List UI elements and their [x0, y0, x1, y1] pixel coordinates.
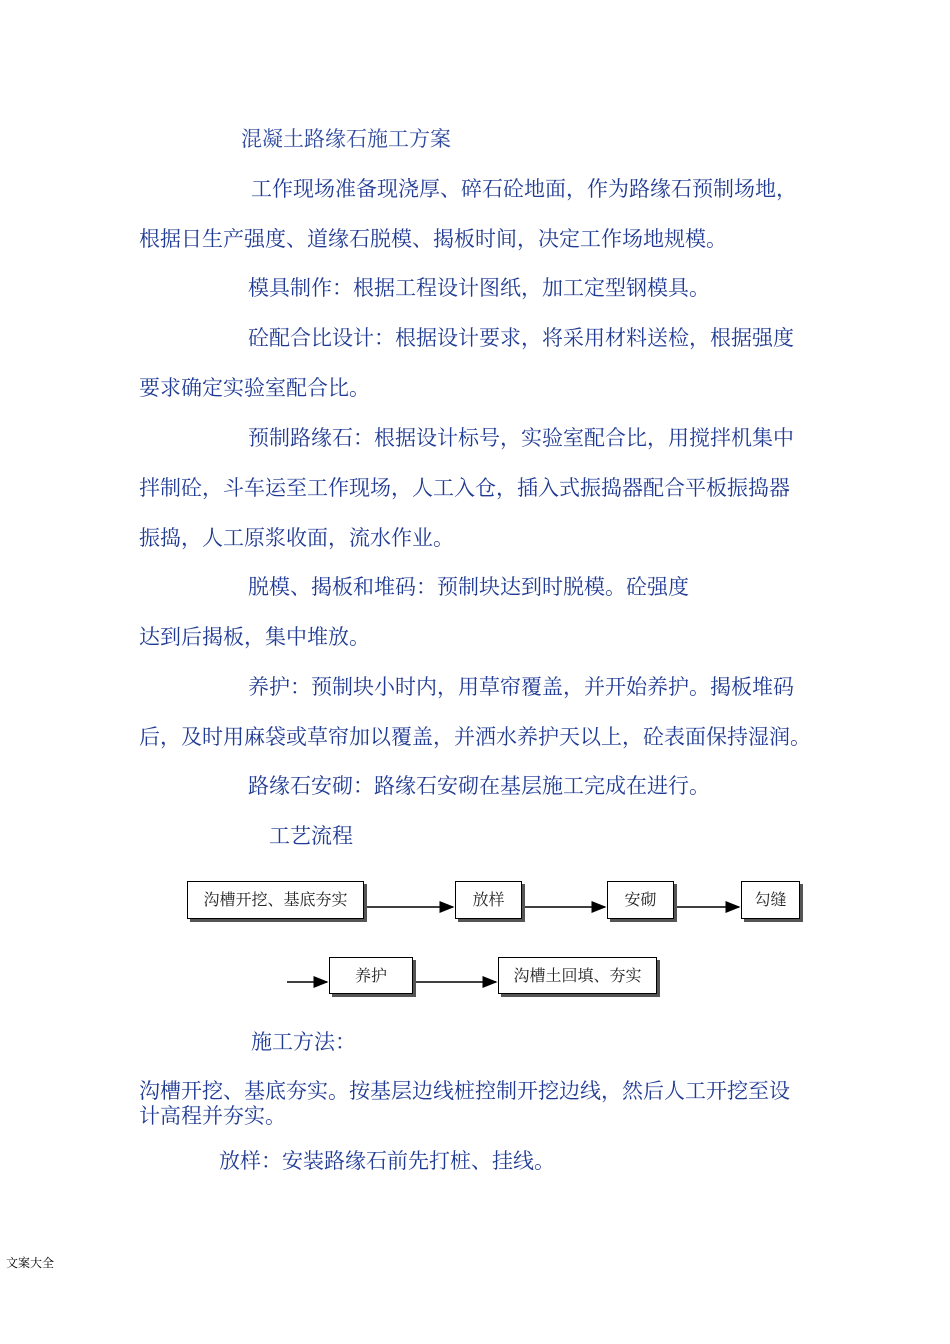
paragraph-curing-line1: 养护：预制块小时内，用草帘覆盖，并开始养护。揭板堆码 [248, 675, 794, 699]
paragraph-mix-line2: 要求确定实验室配合比。 [139, 376, 370, 400]
page-title: 混凝土路缘石施工方案 [241, 127, 451, 151]
flow-step-trench: 沟槽开挖、基底夯实 [187, 881, 364, 919]
flow-step-cure: 养护 [329, 957, 413, 994]
flow-step-joint: 勾缝 [741, 881, 800, 919]
paragraph-precast-line2: 拌制砼，斗车运至工作现场，人工入仓，插入式振捣器配合平板振捣器 [139, 476, 790, 500]
method-trench-line1: 沟槽开挖、基底夯实。按基层边线桩控制开挖边线，然后人工开挖至设 [139, 1079, 790, 1103]
flow-step-backfill: 沟槽土回填、夯实 [498, 957, 657, 994]
flow-heading: 工艺流程 [269, 824, 353, 848]
method-heading: 施工方法： [251, 1030, 356, 1054]
paragraph-site-prep-line1: 工作现场准备现浇厚、碎石砼地面，作为路缘石预制场地， [251, 177, 797, 201]
paragraph-install: 路缘石安砌：路缘石安砌在基层施工完成在进行。 [248, 774, 710, 798]
flow-step-layout: 放样 [455, 881, 522, 919]
paragraph-demold-line2: 达到后揭板，集中堆放。 [139, 625, 370, 649]
paragraph-mold: 模具制作：根据工程设计图纸，加工定型钢模具。 [248, 276, 710, 300]
paragraph-precast-line1: 预制路缘石：根据设计标号，实验室配合比，用搅拌机集中 [248, 426, 794, 450]
paragraph-mix-line1: 砼配合比设计：根据设计要求，将采用材料送检，根据强度 [248, 326, 794, 350]
paragraph-precast-line3: 振捣，人工原浆收面，流水作业。 [139, 526, 454, 550]
method-trench-line2: 计高程并夯实。 [139, 1104, 286, 1128]
paragraph-site-prep-line2: 根据日生产强度、道缘石脱模、揭板时间，决定工作场地规模。 [139, 227, 727, 251]
paragraph-curing-line2: 后，及时用麻袋或草帘加以覆盖，并洒水养护天以上，砼表面保持湿润。 [139, 725, 811, 749]
footer-label: 文案大全 [6, 1256, 55, 1270]
flow-step-lay: 安砌 [607, 881, 674, 919]
method-layout: 放样：安装路缘石前先打桩、挂线。 [219, 1149, 555, 1173]
paragraph-demold-line1: 脱模、揭板和堆码：预制块达到时脱模。砼强度 [248, 575, 689, 599]
